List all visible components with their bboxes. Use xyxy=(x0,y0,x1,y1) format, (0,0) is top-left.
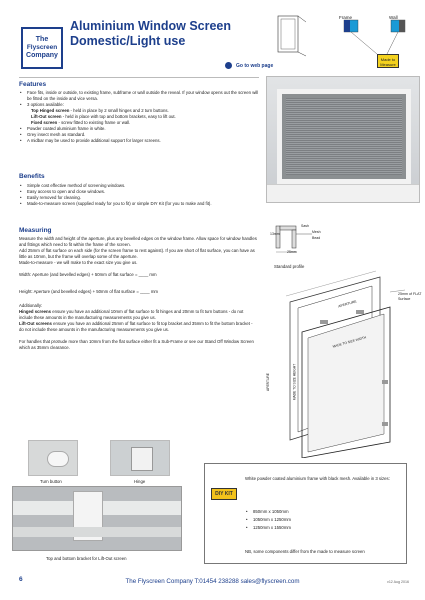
sash-label: Sash xyxy=(301,224,309,228)
diy-note: NB, some components differ from the made to measure screen xyxy=(245,549,365,554)
benefits-section xyxy=(19,183,264,207)
feature-text: - held in place with top and bottom brackets, easy to lift out. xyxy=(61,114,176,119)
measuring-flat-surface: Add 25mm of flat surface on each side (for the screen frame to rest against). If you are short of flat surface, you can have as little as 10mm, but the frame will overlap some of the aperture. xyxy=(19,248,255,259)
flat-surface-label: 25mm of FLAT Surface xyxy=(398,292,422,301)
feature-text: Grey insect mesh as standard. xyxy=(27,132,86,137)
benefit-item: • Easily removed for cleaning. xyxy=(19,195,264,201)
made-width-label: MADE TO SIZE WIDTH xyxy=(332,335,367,349)
height-formula: Height: Aperture (and bevelled edges) + 50mm of flat surface = ____ mm xyxy=(19,289,159,294)
benefits-heading: Benefits xyxy=(19,173,45,180)
hinge-caption: Hinge xyxy=(134,479,146,484)
bracket-caption: Top and bottom bracket for Lift-Out screen xyxy=(46,556,127,561)
feature-text: - held in place by 2 small hinges and 2 turn buttons. xyxy=(69,108,169,113)
screen-mesh xyxy=(286,98,402,175)
diy-kit-box xyxy=(204,463,407,564)
aperture-height-label: APERTURE xyxy=(265,373,270,391)
link-bullet-icon xyxy=(225,62,232,69)
hinged-text: ensure you have an additional 10mm of flat surface to fit hinges and 20mm to fit turn buttons - do not include these amounts in the manufacturing measurements you give us. xyxy=(19,309,244,320)
aperture-width-label: APERTURE xyxy=(337,299,358,309)
made-height-label: MADE TO SIZE HEIGHT xyxy=(292,363,297,401)
made-label-1: Made to xyxy=(380,57,396,62)
bracket-photo xyxy=(12,486,182,551)
exploded-screen-diagram xyxy=(260,262,420,458)
width-formula: Width: Aperture (and bevelled edges) + 50mm of flat surface = ____ mm xyxy=(19,272,157,277)
window-frame xyxy=(277,89,411,184)
diy-kit-badge: DIY KIT xyxy=(211,488,237,500)
liftout-text: ensure you have an additional 25mm of flat surface to fit top bracket and 35mm to fit the bottom bracket - do not include these amounts in the manufacturing measurements you give us. xyxy=(19,321,253,332)
feature-text: - screw fitted to existing frame or wall. xyxy=(57,120,131,125)
bead-label: Bead xyxy=(312,236,321,240)
measuring-section xyxy=(19,236,257,351)
page-number: 6 xyxy=(19,576,23,583)
diy-sizes xyxy=(245,508,403,532)
standard-profile-label: Standard profile xyxy=(274,264,305,269)
profile-dim-13: 13mm xyxy=(270,232,280,236)
feature-item xyxy=(19,90,264,102)
logo-line-2: Flyscreen xyxy=(26,44,58,51)
measuring-made-to-measure: Made-to-measure - we will make to the exact size you give us. xyxy=(19,260,138,265)
window-screen-photo xyxy=(266,76,420,203)
subframe-note: For handles that protrude more than 10mm from the flat surface either fit a Sub-Frame or see our Stand Off Window Screen which as 35mm clearance. xyxy=(19,339,254,350)
benefit-item: • Made-to-measure screen (supplied ready for you to fit) or simple DIY Kit (for you to make and fit). xyxy=(19,201,264,207)
features-section xyxy=(19,90,264,144)
diy-intro: White powder coated aluminium frame with black mesh. Available in 3 sizes: xyxy=(245,476,390,481)
company-logo xyxy=(21,27,63,69)
feature-item xyxy=(19,138,264,144)
feature-text: A midbar may be used to provide additional support for larger screens. xyxy=(27,138,161,143)
measuring-intro: Measure the width and height of the aperture, plus any bevelled edges on the window frame. Allow space for window handles and fittings which need to fit within the frame of the screen. xyxy=(19,236,257,247)
window-sill xyxy=(267,184,419,202)
profile-dim-25: 25mm xyxy=(287,250,297,254)
features-list xyxy=(19,90,264,144)
page-title xyxy=(70,19,240,49)
benefits-list xyxy=(19,183,264,207)
mesh-label: Mesh xyxy=(312,230,321,234)
logo-line-1: The xyxy=(35,36,49,43)
benefit-item: • Easy access to open and close windows. xyxy=(19,189,264,195)
diy-sizes-list xyxy=(245,508,403,532)
diy-size-item: • 850mm x 1050mm xyxy=(245,508,403,516)
web-page-link[interactable] xyxy=(225,62,273,69)
feature-text: 3 options available: xyxy=(27,102,64,107)
wall-label: Wall xyxy=(389,15,398,20)
frame-label: Frame xyxy=(339,15,353,20)
footer-version: v12 Aug 2016 xyxy=(387,580,409,584)
made-to-measure-label xyxy=(377,54,399,68)
title-line-2: Domestic/Light use xyxy=(70,34,186,48)
hinge-photo xyxy=(110,440,170,476)
measuring-heading: Measuring xyxy=(19,227,52,234)
additionally-label: Additionally: xyxy=(19,303,43,308)
benefit-item: • Simple cost effective method of screening windows. xyxy=(19,183,264,189)
hinged-note xyxy=(19,309,257,321)
footer-company: The Flyscreen Company T:01454 238288 sales@flyscreen.com xyxy=(125,578,300,585)
diy-size-item: • 1250mm x 1550mm xyxy=(245,524,403,532)
feature-bold: Top Hinged screen xyxy=(31,108,70,113)
hinged-bold: Hinged screens xyxy=(19,309,52,314)
features-heading: Features xyxy=(19,81,47,88)
feature-text: Powder coated aluminium frame in white. xyxy=(27,126,106,131)
turn-button-caption: Turn button xyxy=(40,479,62,484)
title-line-1: Aluminium Window Screen xyxy=(70,19,232,33)
liftout-bold: Lift-Out screens xyxy=(19,321,52,326)
liftout-note xyxy=(19,321,257,333)
diy-size-item: • 1050mm x 1250mm xyxy=(245,516,403,524)
feature-text: Face fits, inside or outside, to existing frame, subframe or wall outside the reveal. If your window opens out the screen will be fitted on the inside and vice versa. xyxy=(27,90,259,101)
logo-line-3: Company xyxy=(26,52,58,59)
turn-button-photo xyxy=(28,440,78,476)
web-link-label: Go to web page xyxy=(236,62,274,69)
header-divider xyxy=(19,77,259,78)
feature-bold: Fixed screen xyxy=(31,120,58,125)
made-label-2: Measure xyxy=(380,62,396,67)
feature-bold: Lift-Out screen xyxy=(31,114,62,119)
